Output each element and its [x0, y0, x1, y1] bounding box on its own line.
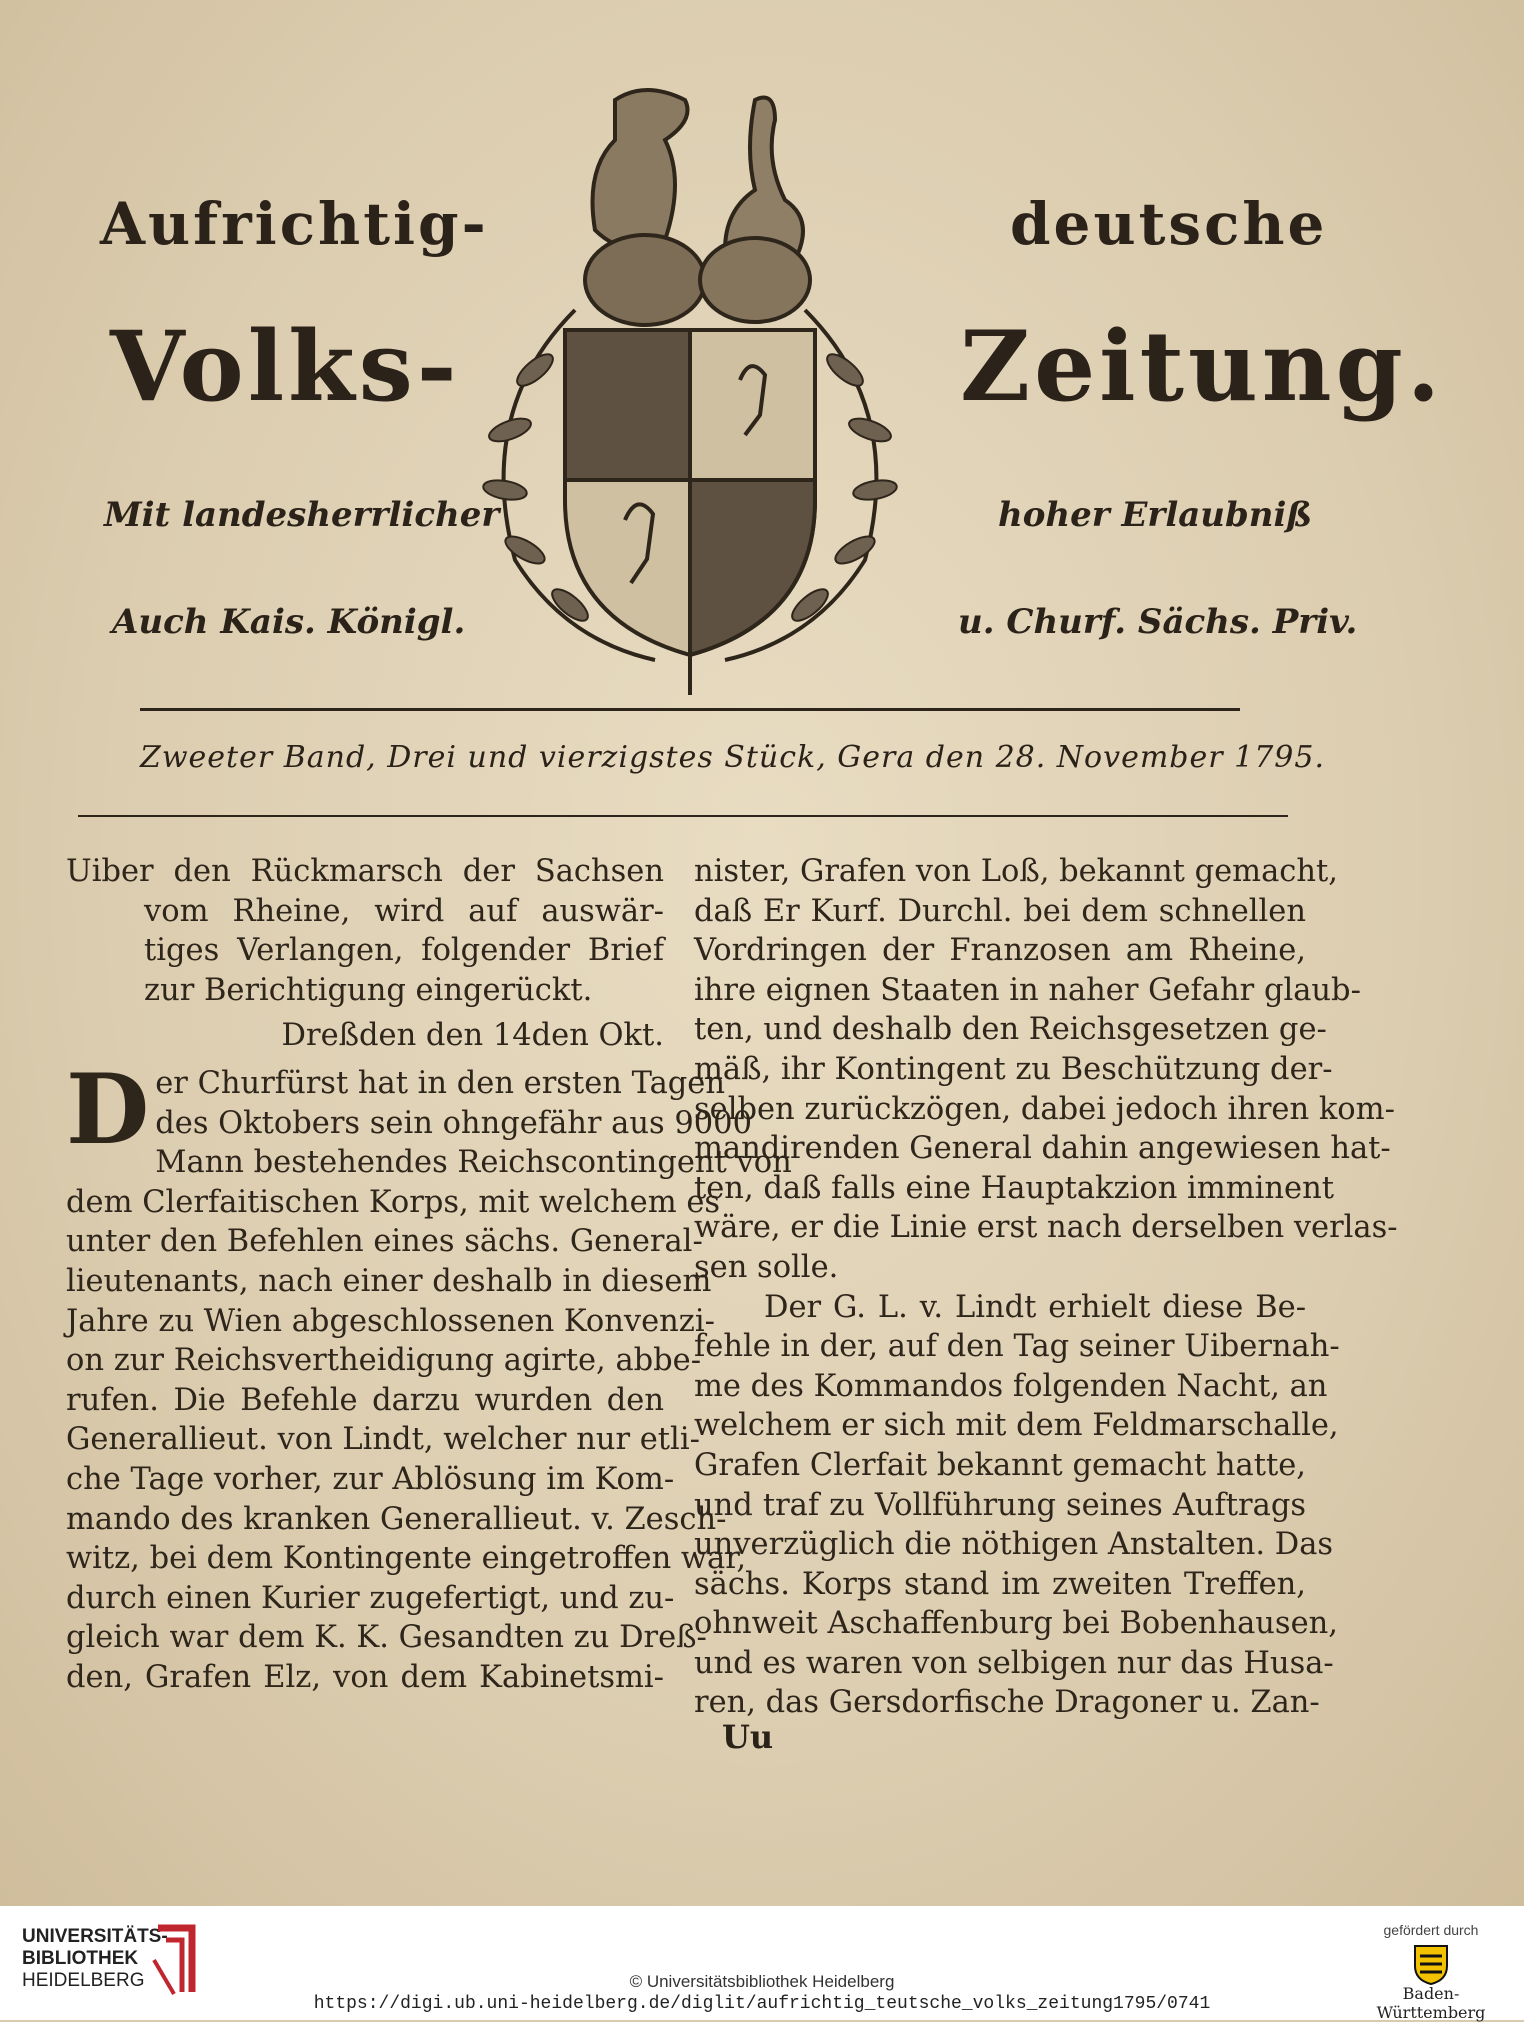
text-line: und es waren von selbigen nur das Husa- [694, 1645, 1334, 1681]
text-line: ten, und deshalb den Reichsgesetzen ge- [694, 1012, 1327, 1048]
text-line: nister, Grafen von Loß, bekannt gemacht, [694, 854, 1338, 889]
catchword: Uu [722, 1718, 774, 1756]
right-column [694, 852, 1398, 1723]
text-line: che Tage vorher, zur Ablösung im Kom- [66, 1461, 675, 1497]
library-name-line: BIBLIOTHEK [22, 1948, 139, 1969]
letter-dateline: Dreßden den 14den Okt. [281, 1018, 664, 1054]
text-line: Uiber den Rückmarsch der Sachsen [66, 854, 664, 889]
text-line: Der G. L. v. Lindt erhielt diese Be- [764, 1289, 1306, 1325]
text-line: ihre eignen Staaten in naher Gefahr glaub- [694, 972, 1361, 1008]
library-name-line: UNIVERSITÄTS- [22, 1926, 168, 1947]
text-line: ohnweit Aschaffenburg bei Bobenhausen, [694, 1606, 1338, 1642]
issue-dateline: Zweeter Band, Drei und vierzigstes Stück, Gera den 28. November 1795. [140, 740, 1325, 775]
text-line: zur Berichtigung eingerückt. [144, 972, 593, 1008]
text-line: Jahre zu Wien abgeschlossenen Konvenzi- [66, 1303, 715, 1339]
sponsor-block[interactable] [1356, 1922, 1506, 2022]
text-line: mando des kranken Generallieut. v. Zesch- [66, 1501, 727, 1537]
sponsor-name: Baden-Württemberg [1376, 1984, 1486, 2022]
rule-top [140, 708, 1240, 711]
permalink-url[interactable]: https://digi.ub.uni-heidelberg.de/diglit/aufrichtig_teutsche_volks_zeitung1795/0741 [313, 1994, 1211, 2014]
text-line: mäß, ihr Kontingent zu Beschützung der- [694, 1051, 1333, 1087]
state-coat-of-arms-icon [1411, 1942, 1451, 1986]
rule-bottom [78, 815, 1288, 817]
masthead-word-left-top: Aufrichtig- [100, 190, 489, 258]
text-line: den, Grafen Elz, von dem Kabinetsmi- [66, 1659, 664, 1695]
text-line: Mann bestehendes Reichscontingent von [155, 1145, 792, 1181]
copyright-text: © Universitätsbibliothek Heidelberg [629, 1972, 895, 1991]
text-line: mandirenden General dahin angewiesen hat- [694, 1131, 1391, 1167]
sponsor-label: gefördert durch [1383, 1922, 1479, 1938]
text-line: Vordringen der Franzosen am Rheine, [694, 933, 1306, 969]
masthead-word-left-big: Volks- [110, 310, 461, 423]
text-line: unter den Befehlen eines sächs. General- [66, 1224, 703, 1260]
text-line: vom Rheine, wird auf auswär- [144, 893, 664, 929]
text-line: dem Clerfaitischen Korps, mit welchem es [66, 1184, 721, 1220]
text-line: fehle in der, auf den Tag seiner Uibernah- [694, 1329, 1340, 1365]
text-line: rufen. Die Befehle darzu wurden den [66, 1382, 664, 1418]
license-left: Mit landesherrlicher [104, 495, 500, 535]
coat-of-arms-emblem [455, 80, 925, 700]
privilege-left: Auch Kais. Königl. [112, 602, 466, 642]
license-right: hoher Erlaubniß [998, 495, 1313, 535]
text-line: unverzüglich die nöthigen Anstalten. Das [694, 1527, 1334, 1563]
footer-bar [0, 1906, 1524, 2020]
text-line: selben zurückzögen, dabei jedoch ihren kom- [694, 1091, 1395, 1127]
text-line: wäre, er die Linie erst nach derselben verlas- [694, 1210, 1398, 1246]
masthead-word-right-top: deutsche [1010, 190, 1328, 258]
text-line: Generallieut. von Lindt, welcher nur etli- [66, 1422, 700, 1458]
text-line: ren, das Gersdorfische Dragoner u. Zan- [694, 1685, 1320, 1721]
text-line: und traf zu Vollführung seines Auftrags [694, 1487, 1306, 1523]
text-line: sen solle. [694, 1249, 839, 1285]
masthead-word-right-big: Zeitung. [960, 310, 1445, 423]
text-line: welchem er sich mit dem Feldmarschalle, [694, 1408, 1339, 1444]
text-line: ten, daß falls eine Hauptakzion imminent [694, 1170, 1334, 1206]
text-line: Grafen Clerfait bekannt gemacht hatte, [694, 1447, 1306, 1483]
text-line: on zur Reichsvertheidigung agirte, abbe- [66, 1343, 702, 1379]
text-line: gleich war dem K. K. Gesandten zu Dreß- [66, 1620, 707, 1656]
privilege-right: u. Churf. Sächs. Priv. [958, 602, 1358, 642]
text-line: tiges Verlangen, folgender Brief [144, 933, 664, 969]
text-line: sächs. Korps stand im zweiten Treffen, [694, 1566, 1306, 1602]
text-line: me des Kommandos folgenden Nacht, an [694, 1368, 1328, 1404]
text-line: witz, bei dem Kontingente eingetroffen war, [66, 1541, 747, 1577]
drop-cap: D [66, 1052, 150, 1166]
text-line: des Oktobers sein ohngefähr aus 9000 [155, 1105, 752, 1141]
text-line: er Churfürst hat in den ersten Tagen [155, 1065, 725, 1101]
text-line: daß Er Kurf. Durchl. bei dem schnellen [694, 893, 1306, 929]
text-line: durch einen Kurier zugefertigt, und zu- [66, 1580, 675, 1616]
library-name-line: HEIDELBERG [22, 1970, 145, 1991]
text-line: lieutenants, nach einer deshalb in diesem [66, 1263, 712, 1299]
